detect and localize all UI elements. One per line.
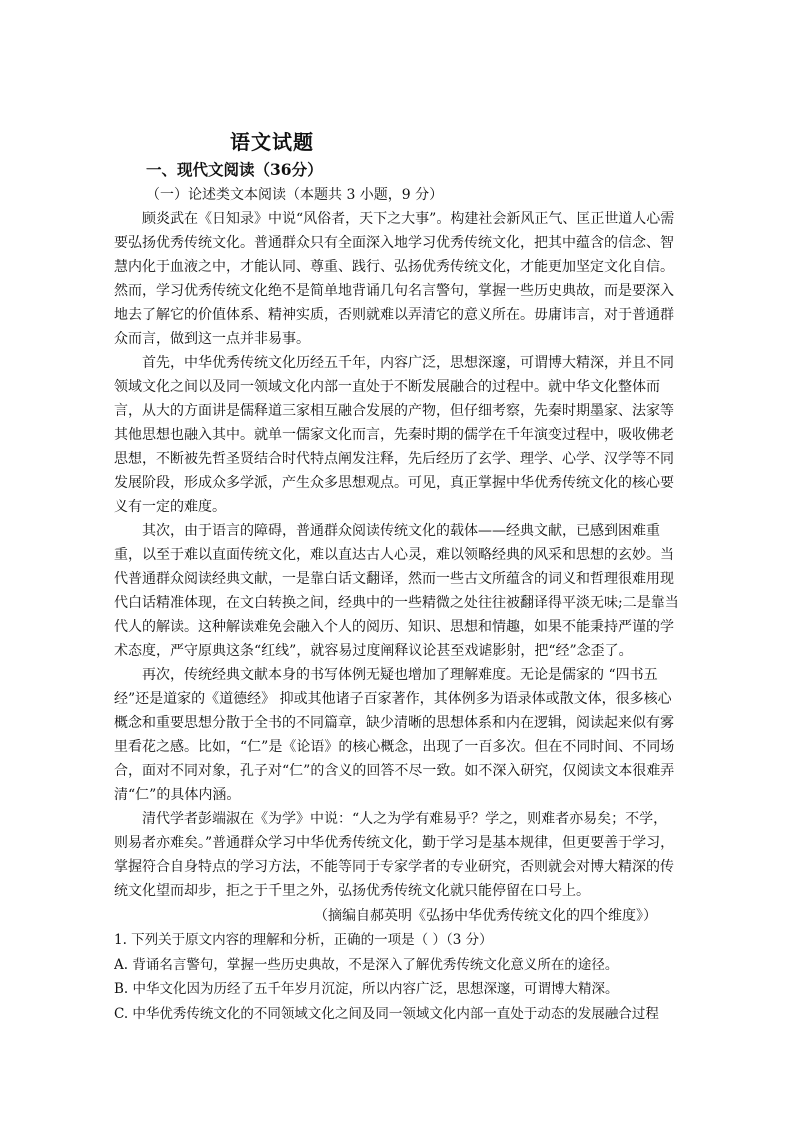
- paragraph-4: 再次，传统经典文献本身的书写体例无疑也增加了理解难度。无论是儒家的 “四书五经”还是道家的《道德经》 抑或其他诸子百家著作，其体例多为语录体或散文体，很多核心概念和重要思想分散于全书的不同篇章，缺少清晰的思想体系和内在逻辑，阅读起来似有雾里看花之感。比如，“仁”是《论语》的核心概念，出现了一百多次。但在不同时间、不同场合，面对不同对象，孔子对“仁”的含义的回答不尽一致。如不深入研究，仅阅读文本很难弄清“仁”的具体内涵。: [114, 667, 675, 803]
- option-a: A. 背诵名言警句，掌握一些历史典故，不是深入了解优秀传统文化意义所在的途径。: [114, 956, 619, 973]
- paragraph-1: 顾炎武在《日知录》中说“风俗者，天下之大事”。构建社会新风正气、匡正世道人心需要弘扬优秀传统文化。普通群众只有全面深入地学习优秀传统文化，把其中蕴含的信念、智慧内化于血液之中，才能认同、尊重、践行、弘扬优秀传统文化，才能更加坚定文化自信。然而，学习优秀传统文化绝不是简单地背诵几句名言警句，掌握一些历史典故，而是要深入地去了解它的价值体系、精神实质，否则就难以弄清它的意义所在。毋庸讳言，对于普通群众而言，做到这一点并非易事。: [114, 211, 675, 347]
- subsection-heading: （一）论述类文本阅读（本题共 3 小题，9 分）: [146, 187, 444, 203]
- page-title: 语文试题: [230, 130, 314, 154]
- option-b: B. 中华文化因为历经了五千年岁月沉淀，所以内容广泛，思想深邃，可谓博大精深。: [114, 981, 619, 997]
- paragraph-5: 清代学者彭端淑在《为学》中说：“人之为学有难易乎？学之，则难者亦易矣；不学，则易者亦难矣。”普通群众学习中华优秀传统文化，勤于学习是基本规律，但更要善于学习，掌握符合自身特点的学习方法，不能等同于专家学者的专业研究，否则就会对博大精深的传统文化望而却步，拒之于千里之外，弘扬优秀传统文化就只能停留在口号上。: [114, 811, 675, 899]
- question-stem: 1. 下列关于原文内容的理解和分析，正确的一项是（ ）（3 分）: [114, 932, 493, 948]
- section-heading: 一、现代文阅读（36分）: [146, 160, 323, 179]
- paragraph-2: 首先，中华优秀传统文化历经五千年，内容广泛，思想深邃，可谓博大精深，并且不同领域文化之间以及同一领域文化内部一直处于不断发展融合的过程中。就中华文化整体而言，从大的方面讲是儒释道三家相互融合发展的产物，但仔细考察，先秦时期墨家、法家等其他思想也融入其中。就单一儒家文化而言，先秦时期的儒学在千年演变过程中，吸收佛老思想，不断被先哲圣贤结合时代特点阐发注释，先后经历了玄学、理学、心学、汉学等不同发展阶段，形成众多学派，产生众多思想观点。可见，真正掌握中华优秀传统文化的核心要义有一定的难度。: [114, 355, 674, 515]
- question-1: [114, 928, 680, 1026]
- option-c: C. 中华优秀传统文化的不同领域文化之间及同一领域文化内部一直处于动态的发展融合过程: [114, 1005, 659, 1022]
- source-citation: （摘编自郝英明《弘扬中华优秀传统文化的四个维度》）: [314, 908, 657, 924]
- paragraph-3: 其次，由于语言的障碍，普通群众阅读传统文化的载体——经典文献，已感到困难重重，以至于难以直面传统文化，难以直达古人心灵，难以领略经典的风采和思想的玄妙。当代普通群众阅读经典文献，一是靠白话文翻译，然而一些古文所蕴含的词义和哲理很难用现代白话精准体现，在文白转换之间，经典中的一些精微之处往往被翻译得平淡无味;二是靠当代人的解读。这种解读难免会融入个人的阅历、知识、思想和情趣，如果不能秉持严谨的学术态度，严守原典这条“红线”，就容易过度阐释议论甚至戏谑影射，把“经”念歪了。: [114, 523, 679, 659]
- article-body: [114, 207, 680, 1026]
